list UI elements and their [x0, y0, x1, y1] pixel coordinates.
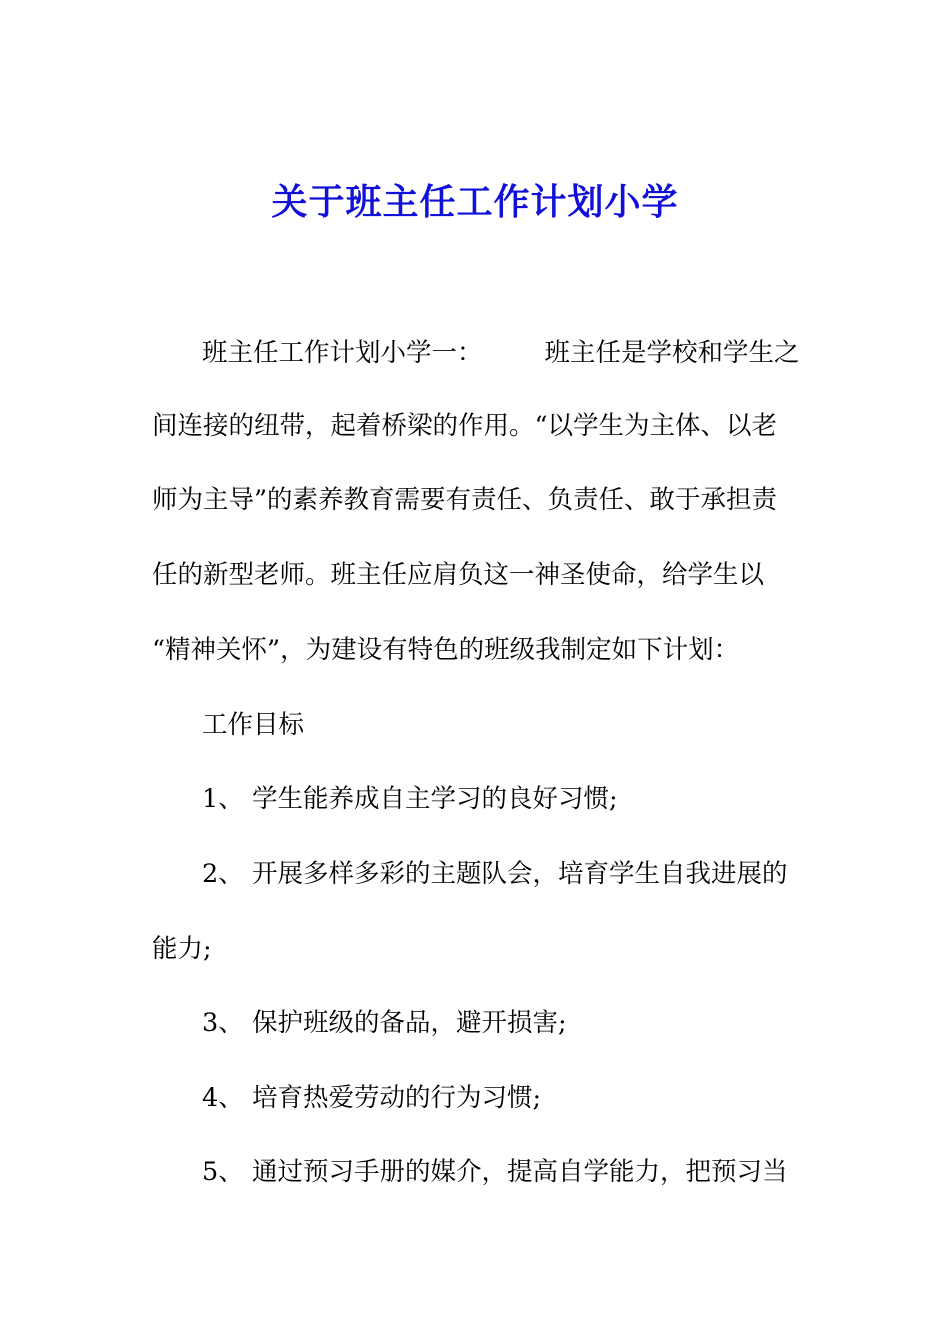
list-item [202, 1154, 852, 1190]
intro-line-4: 任的新型老师。班主任应肩负这一神圣使命，给学生以 [152, 560, 765, 590]
list-item [202, 781, 852, 817]
list-item-number: 5、 [202, 1157, 244, 1187]
intro-line-2: 间连接的纽带，起着桥梁的作用。“以学生为主体、以老 [152, 411, 778, 441]
list-item-number: 2、 [202, 859, 244, 889]
intro-line-1-tail: 班主任是学校和学生之 [544, 338, 800, 368]
intro-line-1 [202, 335, 852, 371]
list-item-text: 学生能养成自主学习的良好习惯; [252, 784, 618, 814]
section-heading: 工作目标 [202, 710, 305, 740]
list-item [202, 1080, 852, 1116]
list-item-number: 4、 [202, 1083, 244, 1113]
intro-line-5: “精神关怀”，为建设有特色的班级我制定如下计划： [152, 635, 740, 665]
list-item-continuation: 能力; [152, 934, 212, 964]
list-item-text: 开展多样多彩的主题队会，培育学生自我进展的 [252, 859, 788, 889]
list-item-text: 培育热爱劳动的行为习惯; [252, 1083, 542, 1113]
list-item-number: 1、 [202, 784, 244, 814]
list-item [202, 1005, 852, 1041]
intro-line-3: 师为主导”的素养教育需要有责任、负责任、敢于承担责 [152, 485, 778, 515]
list-item-text: 通过预习手册的媒介，提高自学能力，把预习当 [252, 1157, 788, 1187]
list-item [202, 856, 852, 892]
list-item-text: 保护班级的备品，避开损害; [252, 1008, 567, 1038]
document-title: 关于班主任工作计划小学 [271, 182, 679, 223]
intro-heading: 班主任工作计划小学一： [202, 338, 483, 368]
list-item-number: 3、 [202, 1008, 244, 1038]
